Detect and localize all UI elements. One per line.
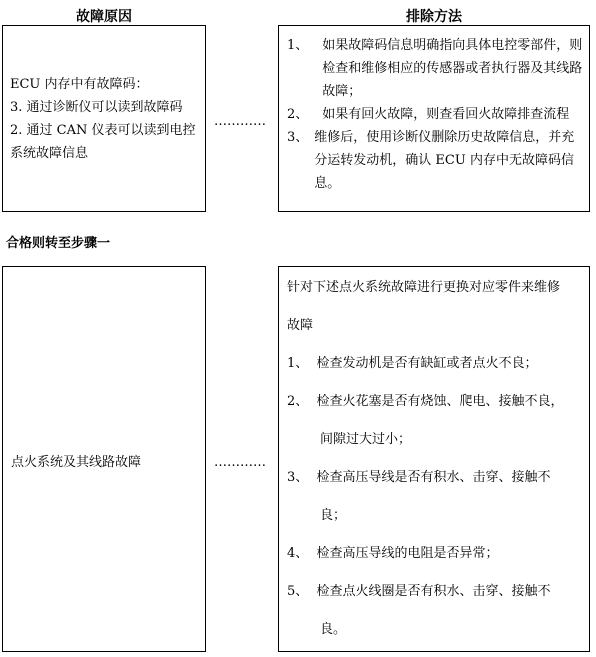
solution-box-ecu <box>278 25 590 212</box>
solution-box-ignition <box>278 266 590 652</box>
check-item-continuation: 良。 <box>320 622 347 637</box>
solution-item: 3、 维修后，使用诊断仪删除历史故障信息，并充分运转发动机，确认 ECU 内存中无故障码信息。 <box>287 130 575 191</box>
intro-line: 故障 <box>287 318 314 333</box>
cause-line: 2. 通过 CAN 仪表可以读到电控 <box>10 123 196 138</box>
check-item: 2、 检查火花塞是否有烧蚀、爬电、接触不良， <box>287 394 564 409</box>
cause-box-ignition <box>2 266 206 652</box>
solution-header: 排除方法 <box>406 9 462 25</box>
pass-instruction: 合格则转至步骤一 <box>6 236 111 251</box>
cause-line: 3. 通过诊断仪可以读到故障码 <box>10 100 183 115</box>
check-item-continuation: 间隙过大过小； <box>320 432 412 447</box>
solution-item: 1、 如果故障码信息明确指向具体电控零部件，则检查和维修相应的传感器或者执行器及其线路故障； <box>287 38 583 99</box>
check-item: 5、 检查点火线圈是否有积水、击穿、接触不 <box>287 584 551 599</box>
cause-header: 故障原因 <box>76 9 132 25</box>
check-item: 1、 检查发动机是否有缺缸或者点火不良； <box>287 356 538 371</box>
connector-dots: ………… <box>214 455 266 470</box>
intro-line: 针对下述点火系统故障进行更换对应零件来维修 <box>287 280 561 295</box>
connector-dots: ………… <box>214 114 266 129</box>
cause-text: 点火系统及其线路故障 <box>11 455 142 470</box>
check-item: 4、 检查高压导线的电阻是否异常； <box>287 546 499 561</box>
solution-item: 2、 如果有回火故障，则查看回火故障排查流程 <box>287 107 570 122</box>
check-item-continuation: 良； <box>320 508 347 523</box>
cause-box-ecu <box>2 25 206 212</box>
cause-line: 系统故障信息 <box>10 146 89 161</box>
check-item: 3、 检查高压导线是否有积水、击穿、接触不 <box>287 470 551 485</box>
cause-line: ECU 内存中有故障码： <box>10 77 149 92</box>
